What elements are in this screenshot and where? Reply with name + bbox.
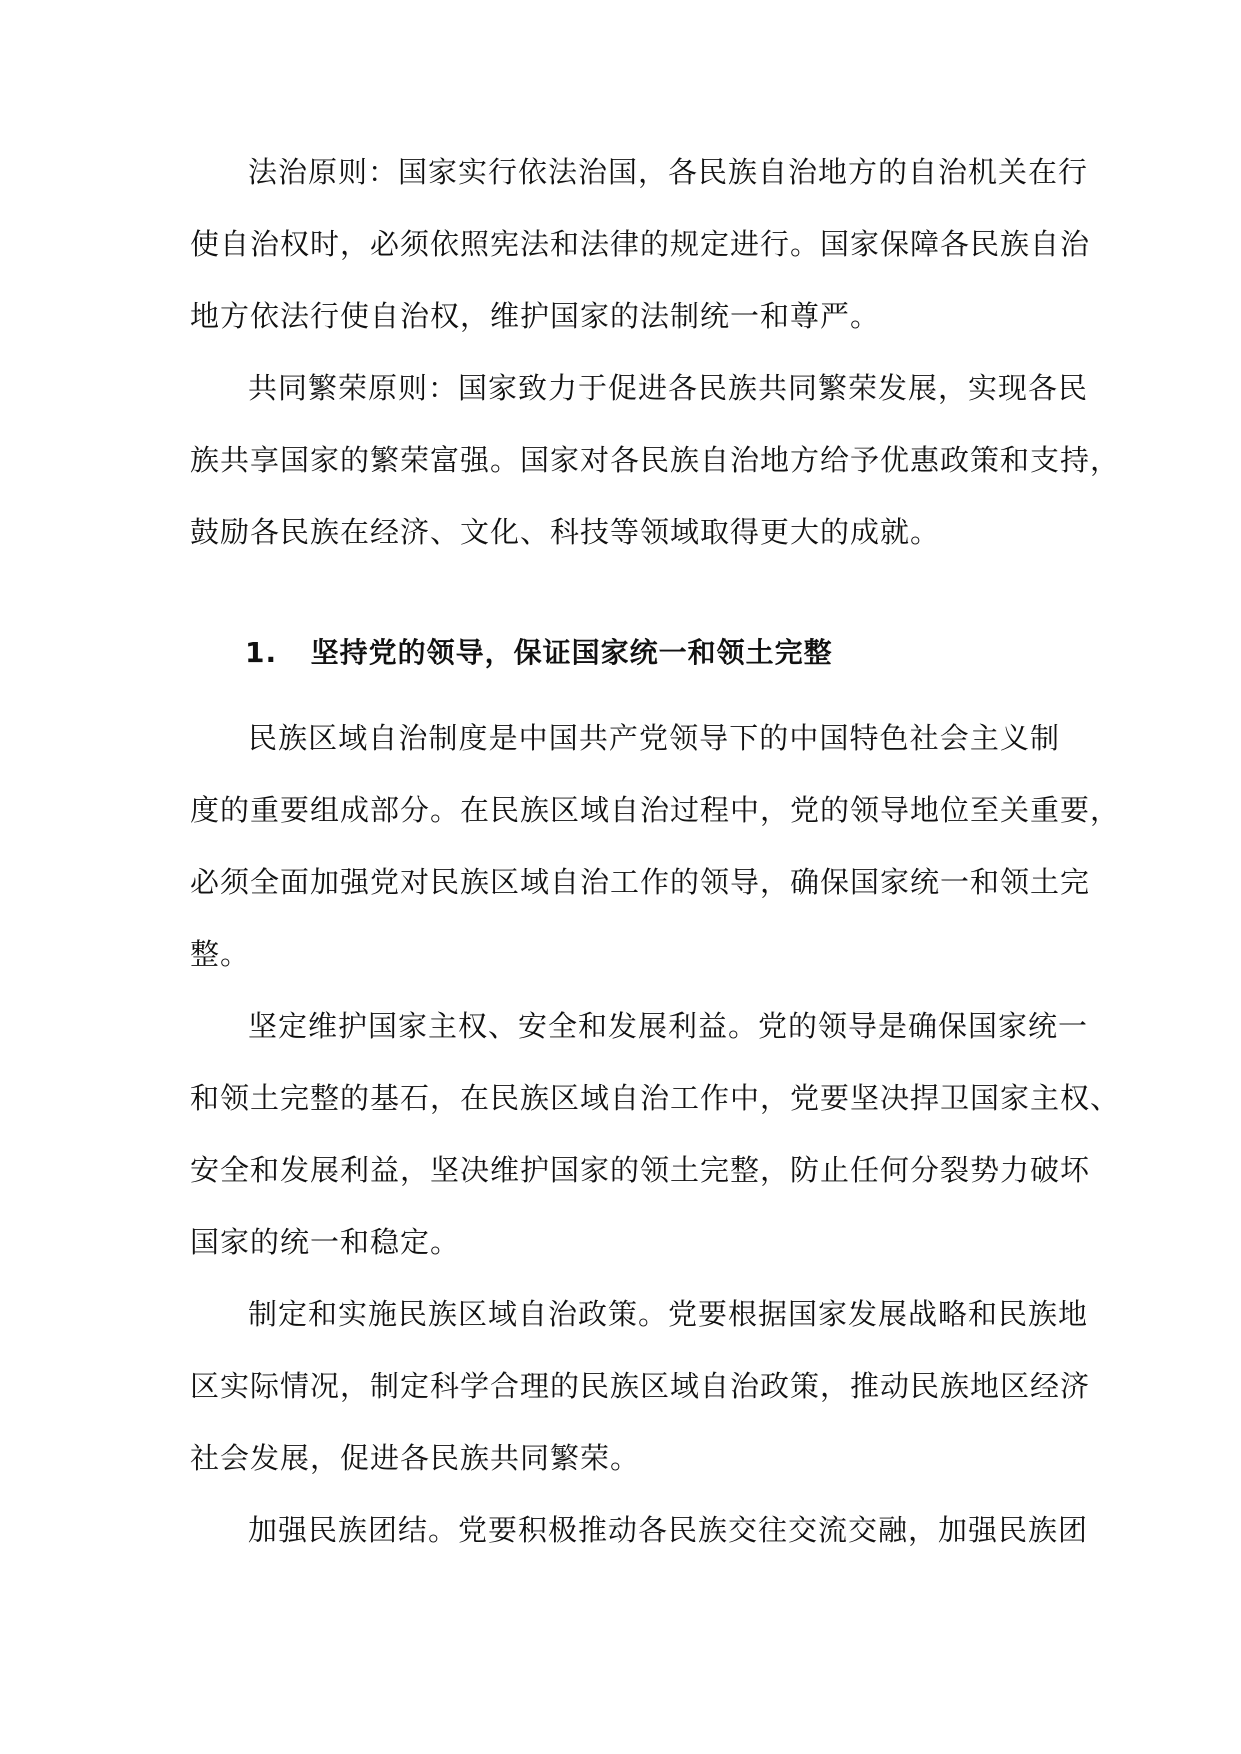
paragraph-line: 国家的统一和稳定。 <box>190 1225 461 1259</box>
paragraph-line: 地方依法行使自治权，维护国家的法制统一和尊严。 <box>190 299 881 333</box>
paragraph-line: 使自治权时，必须依照宪法和法律的规定进行。国家保障各民族自治 <box>190 227 1091 261</box>
paragraph-line: 度的重要组成部分。在民族区域自治过程中，党的领导地位至关重要， <box>190 793 1121 827</box>
paragraph-line: 安全和发展利益，坚决维护国家的领土完整，防止任何分裂势力破坏 <box>190 1153 1091 1187</box>
paragraph-line: 整。 <box>190 937 251 971</box>
paragraph-line: 共同繁荣原则：国家致力于促进各民族共同繁荣发展，实现各民 <box>248 371 1089 405</box>
paragraph-line: 社会发展，促进各民族共同繁荣。 <box>190 1441 641 1475</box>
paragraph-line: 族共享国家的繁荣富强。国家对各民族自治地方给予优惠政策和支持， <box>190 443 1121 477</box>
heading-number: 1. <box>245 636 278 669</box>
paragraph-line: 区实际情况，制定科学合理的民族区域自治政策，推动民族地区经济 <box>190 1369 1091 1403</box>
paragraph-line: 坚定维护国家主权、安全和发展利益。党的领导是确保国家统一 <box>248 1009 1089 1043</box>
paragraph-line: 必须全面加强党对民族区域自治工作的领导，确保国家统一和领土完 <box>190 865 1091 899</box>
paragraph-line: 加强民族团结。党要积极推动各民族交往交流交融，加强民族团 <box>248 1513 1089 1547</box>
section-heading <box>245 633 833 673</box>
paragraph-line: 法治原则：国家实行依法治国，各民族自治地方的自治机关在行 <box>248 155 1089 189</box>
paragraph-line: 民族区域自治制度是中国共产党领导下的中国特色社会主义制 <box>248 721 1060 755</box>
paragraph-line: 鼓励各民族在经济、文化、科技等领域取得更大的成就。 <box>190 515 941 549</box>
paragraph-line: 和领土完整的基石，在民族区域自治工作中，党要坚决捍卫国家主权、 <box>190 1081 1121 1115</box>
paragraph-line: 制定和实施民族区域自治政策。党要根据国家发展战略和民族地 <box>248 1297 1089 1331</box>
heading-text: 坚持党的领导，保证国家统一和领土完整 <box>310 636 833 669</box>
